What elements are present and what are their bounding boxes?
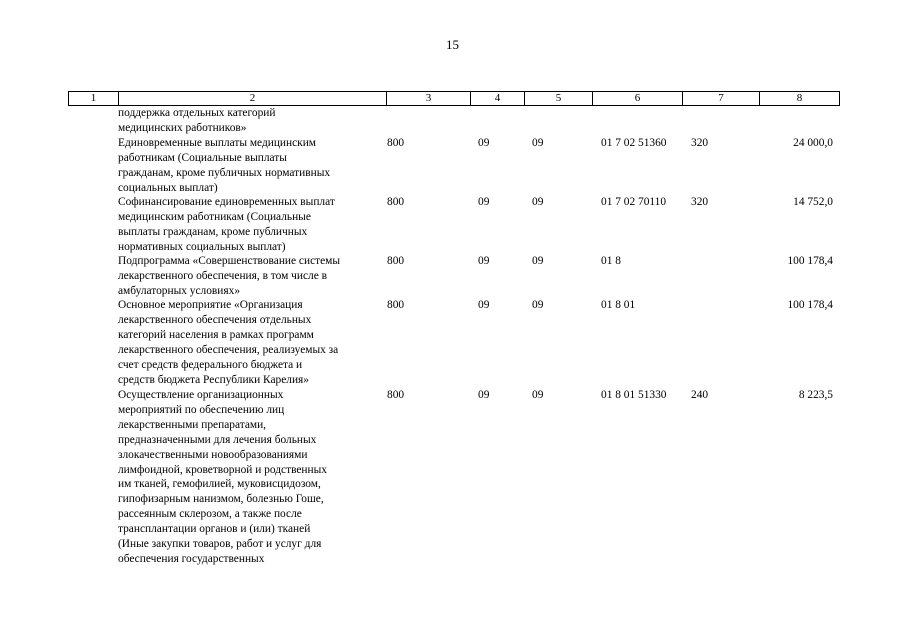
row-name-line: лекарственного обеспечения, реализуемых за	[118, 343, 339, 356]
page-number: 15	[446, 37, 459, 52]
row-target-code: 01 7 02 51360	[601, 137, 667, 149]
row-name-line: трансплантации органов и (или) тканей	[118, 523, 311, 536]
row-section: 09	[478, 137, 490, 149]
row-name	[118, 136, 388, 196]
row-name-line: предназначенными для лечения больных	[118, 433, 317, 446]
row-target-code: 01 8 01	[601, 299, 636, 311]
row-target-code: 01 8 01 51330	[601, 389, 667, 401]
row-name-line: социальных выплат)	[118, 181, 218, 194]
row-amount: 100 178,4	[787, 255, 833, 267]
row-name-line: мероприятий по обеспечению лиц	[118, 403, 285, 416]
header-col-2: 2	[119, 92, 387, 105]
row-subsection: 09	[532, 389, 544, 401]
row-amount: 8 223,5	[798, 389, 833, 401]
row-expense-type: 240	[691, 389, 709, 401]
row-name-line: (Иные закупки товаров, работ и услуг для	[118, 538, 322, 551]
header-col-5: 5	[525, 92, 593, 105]
row-name-line: работникам (Социальные выплаты	[118, 151, 287, 164]
row-name-line: гипофизарным нанизмом, болезнью Гоше,	[118, 493, 324, 506]
row-subsection: 09	[532, 255, 544, 267]
row-name	[118, 298, 388, 387]
row-target-code: 01 8	[601, 255, 621, 267]
row-name-line: лекарственного обеспечения, в том числе в	[118, 269, 328, 282]
row-target-code: 01 7 02 70110	[601, 196, 667, 208]
row-name-line: средств бюджета Республики Карелия»	[118, 373, 309, 386]
row-name-line: им тканей, гемофилией, муковисцидозом,	[118, 478, 321, 491]
row-grbs: 800	[387, 389, 405, 401]
row-name-line: амбулаторных условиях»	[118, 284, 241, 297]
row-name-line: Софинансирование единовременных выплат	[118, 196, 335, 208]
row-amount: 14 752,0	[793, 196, 833, 208]
row-grbs: 800	[387, 299, 405, 311]
row-name	[118, 254, 388, 299]
row-grbs: 800	[387, 196, 405, 208]
row-name	[118, 195, 388, 255]
row-section: 09	[478, 255, 490, 267]
row-expense-type: 320	[691, 137, 709, 149]
row-name-line: рассеянным склерозом, а также после	[118, 508, 302, 521]
row-section: 09	[478, 299, 490, 311]
row-name-line: счет средств федерального бюджета и	[118, 358, 303, 371]
header-col-1: 1	[69, 92, 119, 105]
row-name-line: лекарственного обеспечения отдельных	[118, 313, 312, 326]
row-name-line: Основное мероприятие «Организация	[118, 299, 303, 311]
row-subsection: 09	[532, 299, 544, 311]
row-name-line: лимфоидной, кроветворной и родственных	[118, 463, 327, 476]
row-subsection: 09	[532, 196, 544, 208]
header-col-7: 7	[683, 92, 760, 105]
row-name-line: Единовременные выплаты медицинским	[118, 137, 317, 149]
row-name-line: нормативных социальных выплат)	[118, 240, 286, 253]
row-name-line: лекарственными препаратами,	[118, 418, 267, 431]
table-header	[68, 91, 840, 106]
row-subsection: 09	[532, 137, 544, 149]
row-name	[118, 106, 388, 136]
row-name-line: гражданам, кроме публичных нормативных	[118, 166, 331, 179]
row-name-line: медицинских работников»	[118, 121, 247, 134]
row-name-line: обеспечения государственных	[118, 552, 265, 565]
row-name-line: Подпрограмма «Совершенствование системы	[118, 255, 341, 267]
row-amount: 24 000,0	[793, 137, 833, 149]
row-name-line: поддержка отдельных категорий	[118, 107, 276, 119]
row-grbs: 800	[387, 255, 405, 267]
row-section: 09	[478, 389, 490, 401]
row-name	[118, 388, 388, 567]
row-name-line: выплаты гражданам, кроме публичных	[118, 225, 308, 238]
row-grbs: 800	[387, 137, 405, 149]
row-name-line: Осуществление организационных	[118, 389, 284, 401]
row-amount: 100 178,4	[787, 299, 833, 311]
row-name-line: медицинским работникам (Социальные	[118, 210, 311, 223]
header-col-6: 6	[593, 92, 683, 105]
header-col-4: 4	[471, 92, 525, 105]
row-section: 09	[478, 196, 490, 208]
row-expense-type: 320	[691, 196, 709, 208]
header-col-8: 8	[760, 92, 840, 105]
row-name-line: злокачественными новообразованиями	[118, 448, 308, 461]
row-name-line: категорий населения в рамках программ	[118, 328, 314, 341]
header-col-3: 3	[387, 92, 471, 105]
